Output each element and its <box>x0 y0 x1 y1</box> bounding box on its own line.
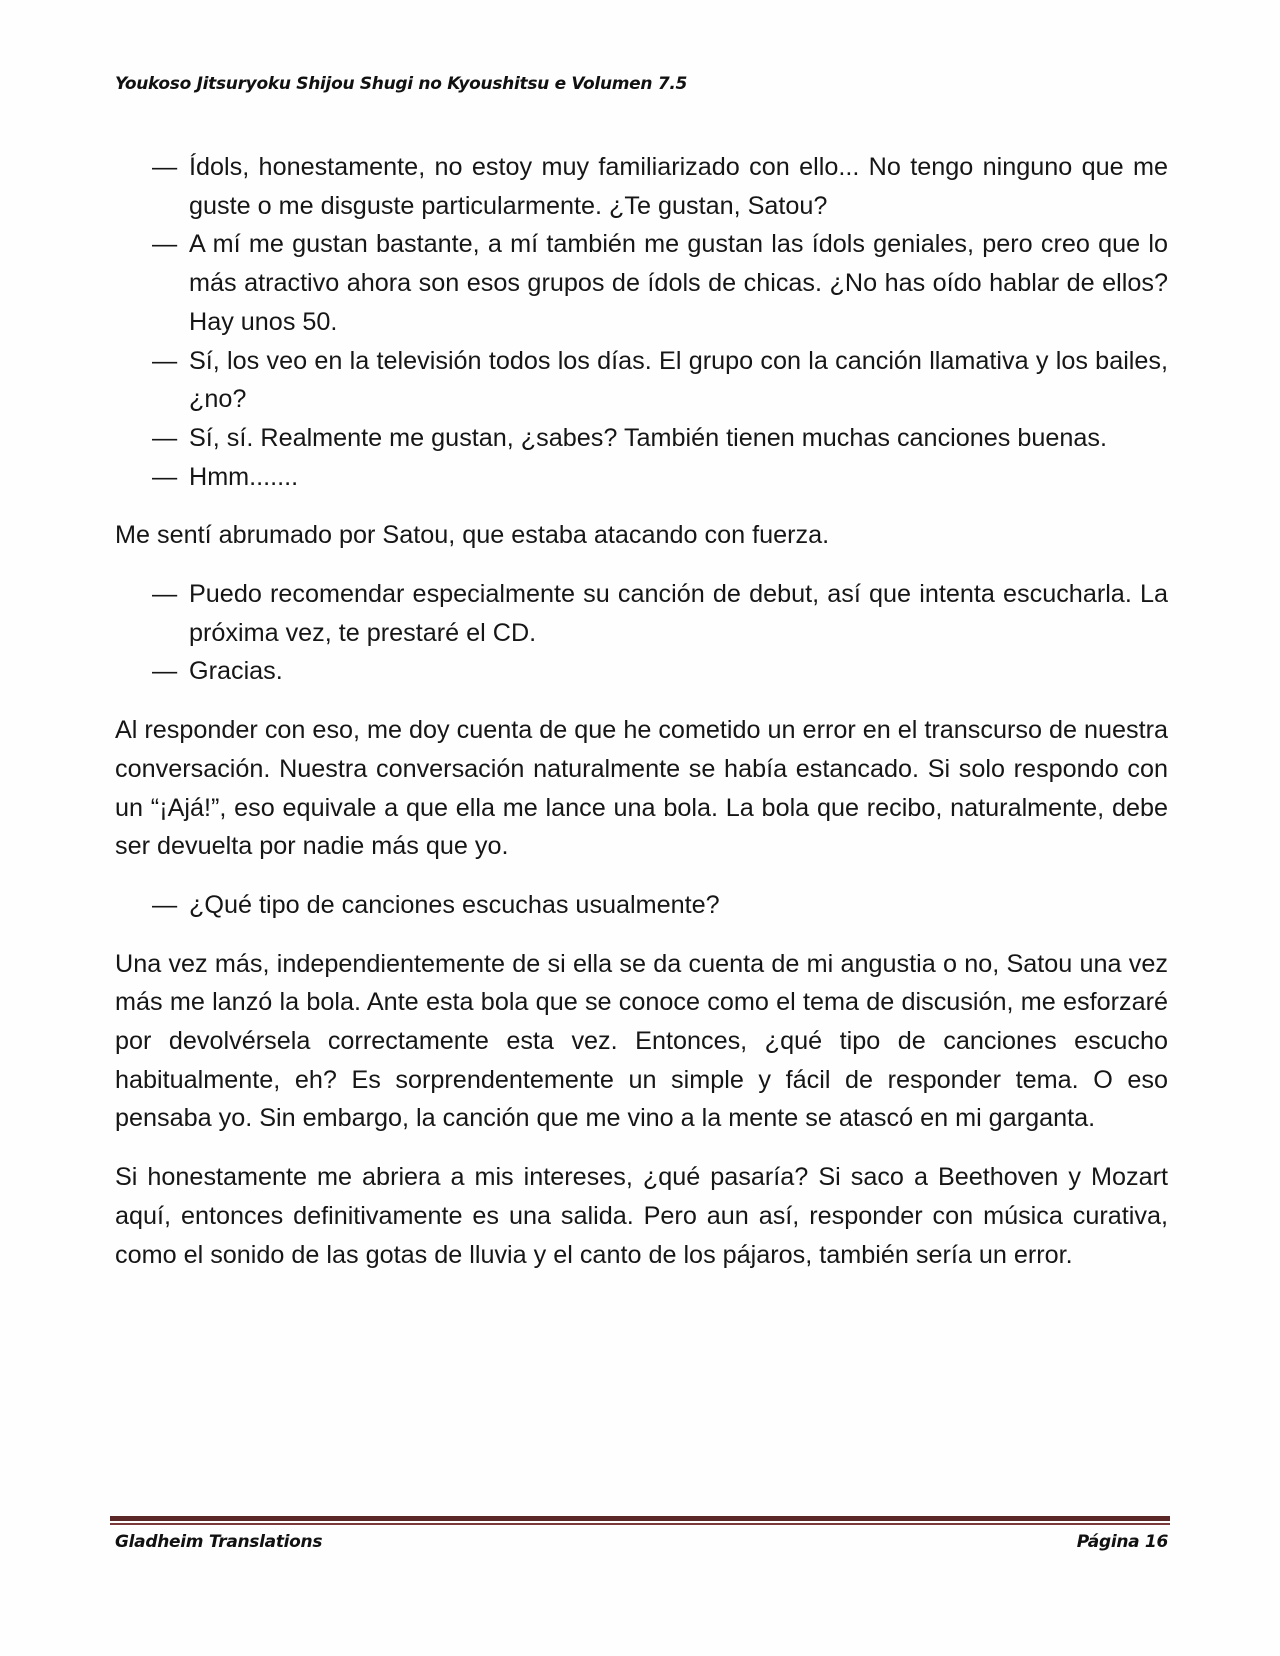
body-text <box>115 148 1168 1274</box>
narration-paragraph: Al responder con eso, me doy cuenta de que he cometido un error en el transcurso de nuestra conversación. Nuestra conversación naturalmente se había estancado. Si solo respondo con un “¡Ajá!”, eso equivale a que ella me lance una bola. La bola que recibo, naturalmente, debe ser devuelta por nadie más que yo. <box>115 716 1168 861</box>
dialogue-line: — Gracias. <box>115 652 1168 691</box>
dialogue-line: — A mí me gustan bastante, a mí también me gustan las ídols geniales, pero creo que lo más atractivo ahora son esos grupos de ídols de chicas. ¿No has oído hablar de ellos? Hay unos 50. <box>115 225 1168 341</box>
footer-page-number: Página 16 <box>1076 1532 1168 1552</box>
dialogue-line: — Sí, sí. Realmente me gustan, ¿sabes? También tienen muchas canciones buenas. <box>115 419 1168 458</box>
dialogue-block-2 <box>115 575 1168 691</box>
dialogue-dash: — <box>152 890 178 919</box>
dialogue-dash: — <box>152 230 178 259</box>
dialogue-dash: — <box>152 423 178 452</box>
dialogue-dash: — <box>152 153 178 181</box>
dialogue-block-3 <box>115 886 1168 925</box>
dialogue-line: — ¿Qué tipo de canciones escuchas usualmente? <box>115 886 1168 925</box>
dialogue-line: — Sí, los veo en la televisión todos los días. El grupo con la canción llamativa y los bailes, ¿no? <box>115 342 1168 419</box>
footer-rule-thin <box>110 1523 1170 1525</box>
dialogue-block-1 <box>115 148 1168 496</box>
dialogue-dash: — <box>152 346 178 375</box>
footer-rule <box>110 1516 1170 1521</box>
dialogue-line: — Ídols, honestamente, no estoy muy familiarizado con ello... No tengo ninguno que me guste o me disguste particularmente. ¿Te gustan, Satou? <box>115 148 1168 225</box>
dialogue-dash: — <box>152 580 178 609</box>
dialogue-line: — Puedo recomendar especialmente su canción de debut, así que intenta escucharla. La próxima vez, te prestaré el CD. <box>115 575 1168 652</box>
narration-paragraph: Me sentí abrumado por Satou, que estaba atacando con fuerza. <box>115 521 830 550</box>
dialogue-dash: — <box>152 657 178 686</box>
running-header-title: Youkoso Jitsuryoku Shijou Shugi no Kyoushitsu e Volumen 7.5 <box>115 74 688 94</box>
narration-paragraph: Si honestamente me abriera a mis intereses, ¿qué pasaría? Si saco a Beethoven y Mozart aquí, entonces definitivamente es una salida. Pero aun así, responder con música curativa, como el sonido de las gotas de lluvia y el canto de los pájaros, también sería un error. <box>115 1163 1168 1269</box>
dialogue-dash: — <box>152 462 178 491</box>
dialogue-line: — Hmm....... <box>115 458 1168 497</box>
footer-translator-credit: Gladheim Translations <box>115 1532 323 1552</box>
narration-paragraph: Una vez más, independientemente de si ella se da cuenta de mi angustia o no, Satou una vez más me lanzó la bola. Ante esta bola que se conoce como el tema de discusión, me esforzaré por devolvérsela correctamente esta vez. Entonces, ¿qué tipo de canciones escucho habitualmente, eh? Es sorprendentemente un simple y fácil de responder tema. O eso pensaba yo. Sin embargo, la canción que me vino a la mente se atascó en mi garganta. <box>115 949 1168 1133</box>
